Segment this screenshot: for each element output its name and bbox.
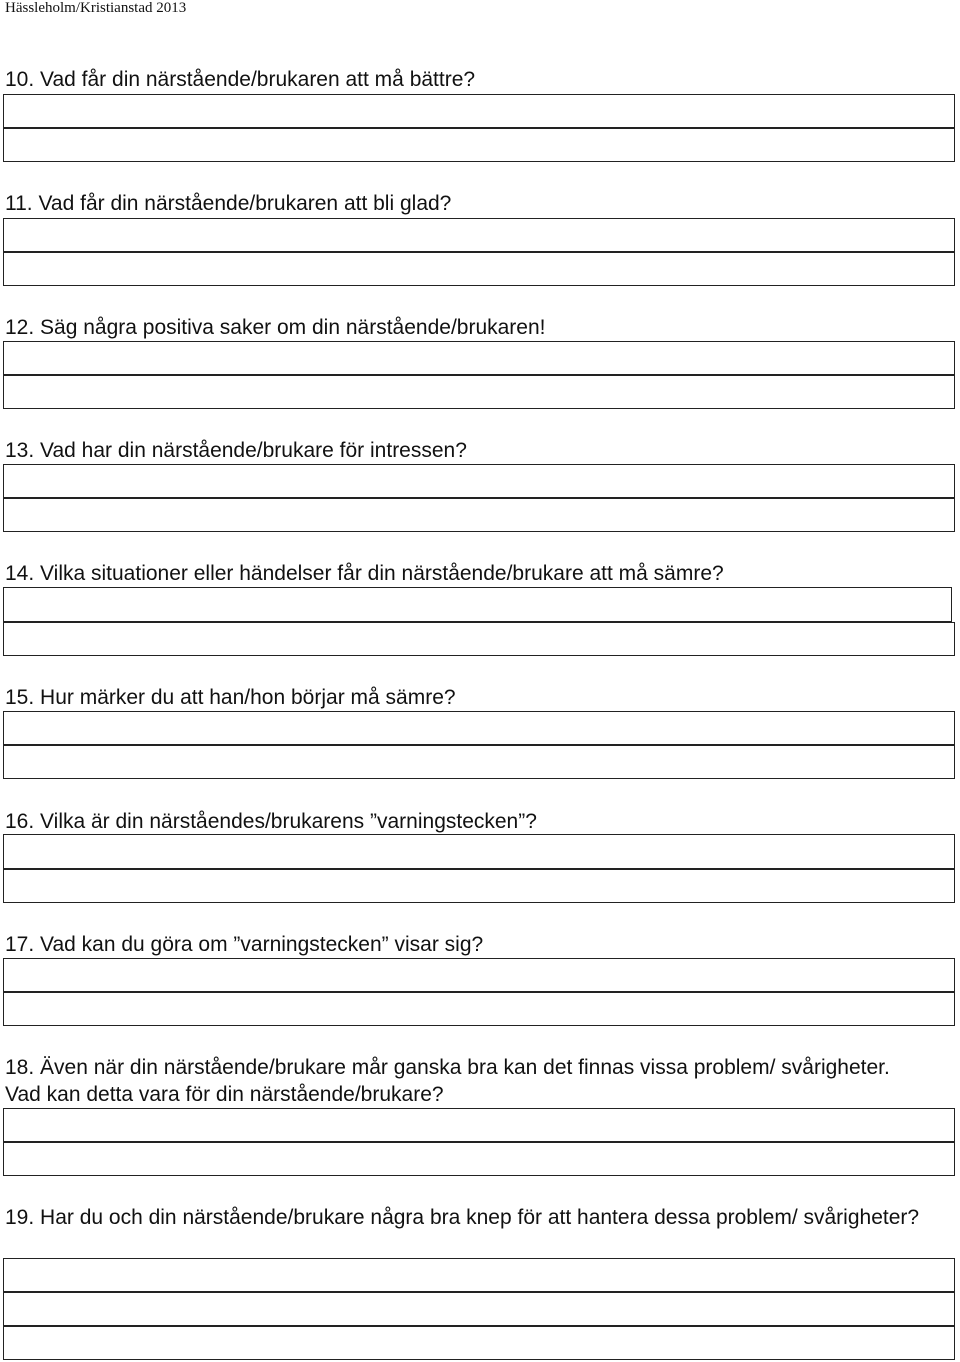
question-19: 19. Har du och din närstående/brukare några bra knep för att hantera dessa problem/ svårigheter? [5,1206,920,1229]
answer-field-13-line-2[interactable] [3,498,955,532]
question-17: 17. Vad kan du göra om ”varningstecken” visar sig? [5,933,484,956]
answer-field-19-line-2[interactable] [3,1292,955,1326]
question-11: 11. Vad får din närstående/brukaren att bli glad? [5,192,452,215]
answer-field-16-line-2[interactable] [3,869,955,903]
answer-field-10-line-2[interactable] [3,128,955,162]
answer-field-11-line-2[interactable] [3,252,955,286]
question-16: 16. Vilka är din närståendes/brukarens ”varningstecken”? [5,810,537,833]
answer-field-14-line-1[interactable] [3,587,952,622]
page-header: Hässleholm/Kristianstad 2013 [5,0,187,16]
answer-field-12-line-1[interactable] [3,341,955,375]
answer-field-18-line-1[interactable] [3,1108,955,1142]
answer-field-11-line-1[interactable] [3,218,955,252]
question-18: 18. Även när din närstående/brukare mår ganska bra kan det finnas vissa problem/ svårigheter. Vad kan detta vara för din närstående/brukare? [5,1056,890,1106]
question-13: 13. Vad har din närstående/brukare för intressen? [5,439,467,462]
question-10: 10. Vad får din närstående/brukaren att må bättre? [5,68,476,91]
answer-field-12-line-2[interactable] [3,375,955,409]
answer-field-14-line-2[interactable] [3,622,955,656]
answer-field-16-line-1[interactable] [3,834,955,869]
answer-field-10-line-1[interactable] [3,94,955,128]
question-14: 14. Vilka situationer eller händelser får din närstående/brukare att må sämre? [5,562,724,585]
question-12: 12. Säg några positiva saker om din närstående/brukaren! [5,316,546,339]
answer-field-15-line-2[interactable] [3,745,955,779]
answer-field-19-line-3[interactable] [3,1326,955,1360]
answer-field-17-line-1[interactable] [3,958,955,992]
answer-field-13-line-1[interactable] [3,464,955,498]
answer-field-17-line-2[interactable] [3,992,955,1026]
question-15: 15. Hur märker du att han/hon börjar må sämre? [5,686,456,709]
answer-field-15-line-1[interactable] [3,711,955,745]
answer-field-19-line-1[interactable] [3,1258,955,1292]
answer-field-18-line-2[interactable] [3,1142,955,1176]
